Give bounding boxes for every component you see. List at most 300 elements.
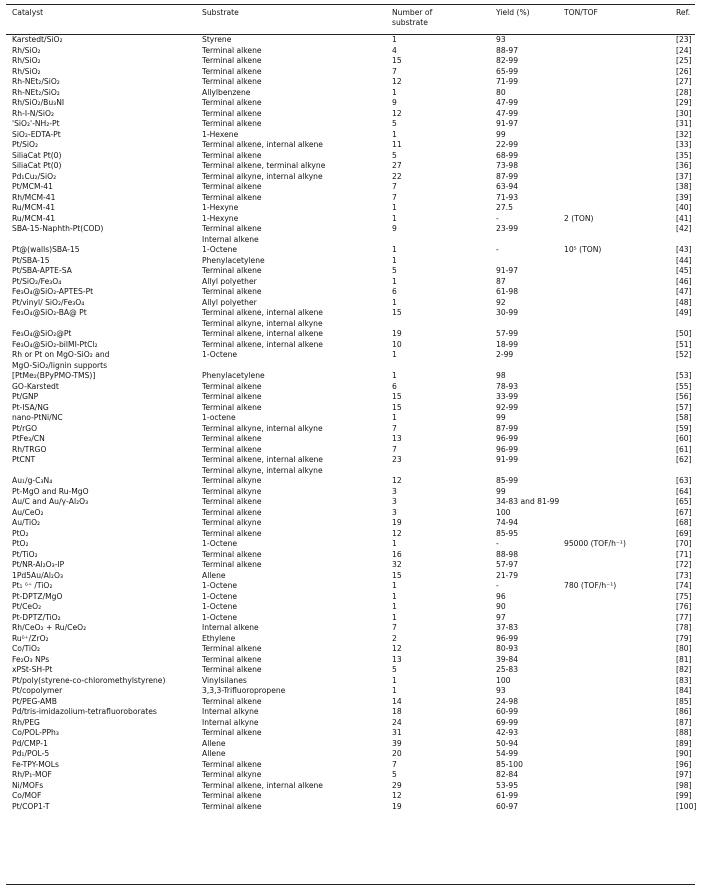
- yield-cell: 74-94: [496, 518, 519, 527]
- catalyst-cell: Pt/poly(styrene-co-chloromethylstyrene): [12, 675, 166, 685]
- ref-cell: [53]: [676, 371, 692, 380]
- catalyst-cell: Rh/MCM-41: [12, 192, 56, 202]
- substrate-count-cell: 12: [392, 791, 402, 800]
- ref-cell: [35]: [676, 150, 692, 160]
- table-row: [0, 791, 701, 802]
- catalyst-cell: Fe₃O₄@SiO₂@Pt: [12, 329, 72, 338]
- ref-cell: [37]: [676, 171, 692, 181]
- substrate-cell: Allyl polyether: [202, 297, 257, 307]
- substrate-count-cell: 7: [392, 623, 397, 632]
- substrate-cell: Terminal alkene, internal alkene: [202, 140, 323, 149]
- catalyst-cell: Rh/SiO₂: [12, 56, 41, 65]
- ref-cell: [84]: [676, 686, 692, 695]
- catalyst-cell: Ni/MOFs: [12, 780, 44, 790]
- substrate-cell: Terminal alkene: [202, 497, 262, 506]
- substrate-cell: Terminal alkene, terminal alkyne: [202, 161, 326, 170]
- substrate-cell: Terminal alkene: [202, 654, 262, 664]
- substrate-count-cell: 18: [392, 707, 402, 716]
- substrate-count-cell: 9: [392, 224, 397, 233]
- yield-cell: 68-99: [496, 150, 519, 160]
- substrate-cell: Terminal alkene: [202, 77, 262, 86]
- substrate-count-cell: 19: [392, 329, 402, 338]
- yield-cell: 50-94: [496, 738, 519, 748]
- catalyst-cell: Rh/CeO₂ + Ru/CeO₂: [12, 623, 87, 632]
- ref-cell: [75]: [676, 591, 692, 601]
- substrate-cell: Terminal alkene: [202, 444, 262, 454]
- substrate-count-cell: 13: [392, 654, 402, 664]
- ref-cell: [44]: [676, 255, 692, 265]
- catalyst-cell: Pt-DPTZ/MgO: [12, 591, 63, 601]
- substrate-cell: Allene: [202, 570, 226, 580]
- substrate-cell: Internal alkene: [202, 623, 259, 632]
- ref-cell: [62]: [676, 455, 692, 464]
- substrate-count-cell: 1: [392, 686, 397, 695]
- catalyst-cell: Pt-ISA/NG: [12, 402, 49, 412]
- table-row: [0, 718, 701, 729]
- yield-cell: 60-97: [496, 801, 519, 811]
- substrate-cell: Terminal alkyne, internal alkyne: [202, 171, 323, 181]
- table-row: [0, 728, 701, 739]
- substrate-cell: Styrene: [202, 35, 232, 44]
- substrate-count-cell: 7: [392, 423, 397, 433]
- catalyst-cell: Au/TiO₂: [12, 518, 41, 527]
- table-row: [0, 466, 701, 477]
- substrate-count-cell: 15: [392, 392, 402, 401]
- ref-cell: [49]: [676, 308, 692, 317]
- table-row: [0, 340, 701, 351]
- table-row: [0, 697, 701, 708]
- substrate-count-cell: 4: [392, 45, 397, 55]
- table-row: [0, 623, 701, 634]
- yield-cell: 53-95: [496, 780, 519, 790]
- yield-cell: 93: [496, 686, 506, 695]
- ref-cell: [39]: [676, 192, 692, 202]
- table-row: [0, 161, 701, 172]
- yield-cell: 85-95: [496, 528, 519, 538]
- table-row: [0, 613, 701, 624]
- ref-cell: [72]: [676, 560, 692, 569]
- ref-cell: [87]: [676, 717, 692, 727]
- catalyst-cell: Karstedt/SiO₂: [12, 35, 63, 44]
- yield-cell: 87-99: [496, 171, 519, 181]
- catalyst-cell: Co/TiO₂: [12, 644, 41, 653]
- catalyst-cell: Pt/SBA-APTE-SA: [12, 266, 72, 275]
- substrate-count-cell: 15: [392, 308, 402, 317]
- ref-cell: [55]: [676, 381, 692, 391]
- substrate-count-cell: 5: [392, 665, 397, 674]
- table-row: [0, 665, 701, 676]
- ref-cell: [25]: [676, 56, 692, 65]
- catalyst-cell: Pd₁Cu₂/SiO₂: [12, 171, 57, 181]
- yield-cell: 92: [496, 297, 506, 307]
- substrate-cell: 1-Hexyne: [202, 213, 239, 223]
- yield-cell: 33-99: [496, 392, 519, 401]
- catalyst-cell: PtO₂: [12, 528, 29, 538]
- catalyst-cell: Rh-I-N/SiO₂: [12, 108, 54, 118]
- ref-cell: [65]: [676, 497, 692, 506]
- substrate-count-cell: 22: [392, 171, 402, 181]
- yield-cell: 87: [496, 276, 506, 286]
- yield-cell: 100: [496, 675, 511, 685]
- ref-cell: [67]: [676, 507, 692, 517]
- substrate-count-cell: 1: [392, 245, 397, 254]
- table-row: [0, 266, 701, 277]
- substrate-cell: Terminal alkene: [202, 56, 262, 65]
- ref-cell: [59]: [676, 423, 692, 433]
- ref-cell: [96]: [676, 759, 692, 769]
- yield-cell: 96-99: [496, 434, 519, 443]
- table-row: [0, 119, 701, 130]
- catalyst-cell: Rh/SiO₂: [12, 45, 41, 55]
- yield-cell: 73-98: [496, 161, 519, 170]
- yield-cell: 47-99: [496, 108, 519, 118]
- catalyst-cell: Rh/PEG: [12, 717, 40, 727]
- substrate-count-cell: 7: [392, 66, 397, 76]
- table-row: [0, 602, 701, 613]
- table-row: [0, 560, 701, 571]
- table-row: [0, 77, 701, 88]
- substrate-count-cell: 1: [392, 591, 397, 601]
- substrate-cell: Terminal alkene: [202, 434, 262, 443]
- yield-cell: 23-99: [496, 224, 519, 233]
- substrate-count-cell: 1: [392, 297, 397, 307]
- yield-cell: -: [496, 213, 499, 223]
- table-row: [0, 151, 701, 162]
- substrate-cell: Allylbenzene: [202, 87, 251, 97]
- substrate-count-cell: 9: [392, 98, 397, 107]
- catalyst-cell: MgO-SiO₂/lignin supports: [12, 360, 108, 370]
- substrate-count-cell: 1: [392, 87, 397, 97]
- substrate-cell: 1-Octene: [202, 350, 238, 359]
- table-row: [0, 739, 701, 750]
- header-ton-tof: TON/TOF: [564, 8, 598, 17]
- substrate-count-cell: 13: [392, 434, 402, 443]
- substrate-cell: Terminal alkene: [202, 801, 262, 811]
- yield-cell: 69-99: [496, 717, 519, 727]
- catalyst-cell: Rh/SiO₂: [12, 66, 41, 76]
- ref-cell: [97]: [676, 770, 692, 779]
- table-top-rule: [6, 4, 695, 5]
- ref-cell: [51]: [676, 339, 692, 349]
- substrate-count-cell: 3: [392, 507, 397, 517]
- substrate-count-cell: 12: [392, 108, 402, 118]
- catalyst-cell: Pt/SBA-15: [12, 255, 50, 265]
- substrate-cell: Terminal alkene: [202, 549, 262, 559]
- substrate-cell: Terminal alkene: [202, 759, 262, 769]
- substrate-count-cell: 7: [392, 182, 397, 191]
- yield-cell: 99: [496, 129, 506, 139]
- ref-cell: [29]: [676, 98, 692, 107]
- substrate-count-cell: 1: [392, 129, 397, 139]
- table-row: [0, 571, 701, 582]
- table-row: [0, 497, 701, 508]
- substrate-count-cell: 5: [392, 266, 397, 275]
- substrate-count-cell: 12: [392, 644, 402, 653]
- substrate-count-cell: 7: [392, 759, 397, 769]
- table-row: [0, 749, 701, 760]
- ref-cell: [43]: [676, 245, 692, 254]
- yield-cell: 88-97: [496, 45, 519, 55]
- substrate-cell: Terminal alkyne: [202, 770, 262, 779]
- ref-cell: [23]: [676, 35, 692, 44]
- substrate-cell: 1-Octene: [202, 612, 238, 622]
- substrate-count-cell: 1: [392, 675, 397, 685]
- catalyst-cell: Pt/SiO₂: [12, 140, 39, 149]
- yield-cell: 2-99: [496, 350, 514, 359]
- catalyst-cell: Ru/MCM-41: [12, 213, 56, 223]
- catalyst-cell: 'SiO₂'-NH₂-Pt: [12, 119, 60, 128]
- ref-cell: [60]: [676, 434, 692, 443]
- yield-cell: 25-83: [496, 665, 519, 674]
- yield-cell: 87-99: [496, 423, 519, 433]
- yield-cell: 82-99: [496, 56, 519, 65]
- table-row: [0, 455, 701, 466]
- ref-cell: [70]: [676, 539, 692, 548]
- yield-cell: 78-93: [496, 381, 519, 391]
- substrate-cell: Terminal alkene: [202, 665, 262, 674]
- catalyst-cell: Pd/tris-imidazolium-tetrafluoroborates: [12, 707, 157, 716]
- substrate-cell: Terminal alkyne, internal alkyne: [202, 465, 323, 475]
- catalyst-cell: Rh/TRGO: [12, 444, 47, 454]
- catalyst-cell: Pt/SiO₂/Fe₃O₄: [12, 276, 62, 286]
- table-row: [0, 413, 701, 424]
- substrate-cell: Terminal alkene, internal alkene: [202, 455, 323, 464]
- table-row: [0, 403, 701, 414]
- yield-cell: 61-98: [496, 287, 519, 296]
- table-row: [0, 371, 701, 382]
- ref-cell: [58]: [676, 413, 692, 422]
- substrate-cell: Phenylacetylene: [202, 371, 265, 380]
- table-row: [0, 581, 701, 592]
- substrate-count-cell: 6: [392, 381, 397, 391]
- catalyst-cell: Au/C and Au/γ-Al₂O₃: [12, 497, 89, 506]
- substrate-cell: Terminal alkene: [202, 224, 262, 233]
- ref-cell: [47]: [676, 287, 692, 296]
- yield-cell: 27.5: [496, 203, 513, 212]
- substrate-cell: Terminal alkene: [202, 791, 262, 800]
- table-row: [0, 298, 701, 309]
- catalyst-cell: GO-Karstedt: [12, 381, 59, 391]
- catalyst-cell: Pt/copolymer: [12, 686, 63, 695]
- ref-cell: [41]: [676, 213, 692, 223]
- ref-cell: [77]: [676, 612, 692, 622]
- yield-cell: -: [496, 245, 499, 254]
- substrate-count-cell: 31: [392, 728, 402, 737]
- header-yield: Yield (%): [496, 8, 530, 17]
- catalyst-cell: Pt/PEG-AMB: [12, 696, 57, 706]
- table-row: [0, 46, 701, 57]
- yield-cell: 57-99: [496, 329, 519, 338]
- catalyst-cell: Fe₃O₄@SiO₂-bilMI-PtCl₂: [12, 339, 98, 349]
- substrate-cell: Terminal alkene: [202, 728, 262, 737]
- yield-cell: 100: [496, 507, 511, 517]
- substrate-cell: Terminal alkene, internal alkene: [202, 780, 323, 790]
- substrate-count-cell: 1: [392, 602, 397, 611]
- yield-cell: 99: [496, 486, 506, 496]
- table-row: [0, 172, 701, 183]
- substrate-count-cell: 1: [392, 371, 397, 380]
- yield-cell: 80: [496, 87, 506, 97]
- substrate-cell: Terminal alkyne, internal alkyne: [202, 423, 323, 433]
- catalyst-cell: PtCNT: [12, 455, 36, 464]
- substrate-count-cell: 7: [392, 444, 397, 454]
- substrate-count-cell: 14: [392, 696, 402, 706]
- ref-cell: [90]: [676, 749, 692, 758]
- table-row: [0, 224, 701, 235]
- header-catalyst: Catalyst: [12, 8, 44, 17]
- yield-cell: 18-99: [496, 339, 519, 349]
- table-row: [0, 67, 701, 78]
- catalyst-cell: Rh or Pt on MgO-SiO₂ and: [12, 350, 110, 359]
- substrate-count-cell: 5: [392, 150, 397, 160]
- catalyst-cell: Rh-NEt₂/SiO₂: [12, 87, 60, 97]
- yield-cell: 90: [496, 602, 506, 611]
- table-row: [0, 686, 701, 697]
- ton-tof-cell: 780 (TOF/h⁻¹): [564, 581, 617, 590]
- ref-cell: [33]: [676, 140, 692, 149]
- ton-tof-cell: 95000 (TOF/h⁻¹): [564, 539, 626, 548]
- table-row: [0, 235, 701, 246]
- substrate-count-cell: 1: [392, 213, 397, 223]
- table-row: [0, 707, 701, 718]
- catalyst-cell: Pt/vinyl/ SiO₂/Fe₃O₄: [12, 297, 85, 307]
- yield-cell: 92-99: [496, 402, 519, 412]
- catalyst-cell: Pd₁/POL-5: [12, 749, 50, 758]
- catalyst-cell: Pt/CeO₂: [12, 602, 42, 611]
- ref-cell: [79]: [676, 633, 692, 643]
- catalyst-cell: Au₁/g-C₃N₄: [12, 476, 53, 485]
- table-row: [0, 319, 701, 330]
- substrate-count-cell: 1: [392, 203, 397, 212]
- ref-cell: [24]: [676, 45, 692, 55]
- catalyst-cell: Pt₁ ᵟ⁺ /TiO₂: [12, 581, 53, 590]
- ref-cell: [46]: [676, 276, 692, 286]
- table-row: [0, 245, 701, 256]
- yield-cell: 71-93: [496, 192, 519, 202]
- table-row: [0, 35, 701, 46]
- substrate-cell: Terminal alkene, internal alkene: [202, 329, 323, 338]
- yield-cell: 85-99: [496, 476, 519, 485]
- substrate-cell: Allene: [202, 738, 226, 748]
- yield-cell: 93: [496, 35, 506, 44]
- catalyst-cell: Fe₂O₃ NPs: [12, 654, 50, 664]
- catalyst-cell: PtO₂: [12, 539, 29, 548]
- yield-cell: 61-99: [496, 791, 519, 800]
- ref-cell: [89]: [676, 738, 692, 748]
- catalyst-cell: SiliaCat Pt(0): [12, 161, 62, 170]
- ref-cell: [69]: [676, 528, 692, 538]
- ref-cell: [71]: [676, 549, 692, 559]
- table-row: [0, 760, 701, 771]
- ref-cell: [31]: [676, 119, 692, 128]
- yield-cell: 39-84: [496, 654, 519, 664]
- substrate-count-cell: 1: [392, 35, 397, 44]
- substrate-cell: Internal alkyne: [202, 707, 259, 716]
- substrate-cell: Terminal alkene, internal alkene: [202, 308, 323, 317]
- substrate-cell: Allene: [202, 749, 226, 758]
- catalyst-cell: Fe₃O₄@SiO₂-APTES-Pt: [12, 287, 94, 296]
- substrate-count-cell: 6: [392, 287, 397, 296]
- table-row: [0, 214, 701, 225]
- yield-cell: 57-97: [496, 560, 519, 569]
- substrate-count-cell: 23: [392, 455, 402, 464]
- ref-cell: [38]: [676, 182, 692, 191]
- ref-cell: [78]: [676, 623, 692, 632]
- ref-cell: [52]: [676, 350, 692, 359]
- catalyst-cell: Pt-MgO and Ru-MgO: [12, 486, 89, 496]
- yield-cell: 71-99: [496, 77, 519, 86]
- catalyst-cell: [PtMe₂(BPyPMO-TMS)]: [12, 371, 96, 380]
- ref-cell: [74]: [676, 581, 692, 590]
- catalyst-cell: xPSt-SH-Pt: [12, 665, 53, 674]
- table-row: [0, 634, 701, 645]
- table-row: [0, 550, 701, 561]
- yield-cell: 99: [496, 413, 506, 422]
- table-row: [0, 781, 701, 792]
- ref-cell: [30]: [676, 108, 692, 118]
- substrate-count-cell: 2: [392, 633, 397, 643]
- substrate-cell: Terminal alkene: [202, 182, 262, 191]
- substrate-count-cell: 15: [392, 56, 402, 65]
- ref-cell: [27]: [676, 77, 692, 86]
- substrate-count-cell: 3: [392, 497, 397, 506]
- table-bottom-rule: [6, 884, 695, 885]
- table-row: [0, 277, 701, 288]
- catalyst-cell: Co/MOF: [12, 791, 42, 800]
- table-row: [0, 140, 701, 151]
- table-row: [0, 644, 701, 655]
- yield-cell: 65-99: [496, 66, 519, 76]
- substrate-count-cell: 1: [392, 276, 397, 286]
- substrate-count-cell: 11: [392, 140, 402, 149]
- yield-cell: 96-99: [496, 444, 519, 454]
- yield-cell: -: [496, 581, 499, 590]
- yield-cell: 63-94: [496, 182, 519, 191]
- ref-cell: [57]: [676, 402, 692, 412]
- yield-cell: 47-99: [496, 98, 519, 107]
- table-row: [0, 329, 701, 340]
- substrate-cell: Terminal alkene: [202, 507, 262, 517]
- substrate-cell: Terminal alkene: [202, 287, 262, 296]
- yield-cell: 42-93: [496, 728, 519, 737]
- ref-cell: [99]: [676, 791, 692, 800]
- yield-cell: -: [496, 539, 499, 548]
- ref-cell: [48]: [676, 297, 692, 307]
- substrate-cell: Terminal alkyne, internal alkyne: [202, 318, 323, 328]
- substrate-cell: Terminal alkene: [202, 45, 262, 55]
- header-ref: Ref.: [676, 8, 691, 17]
- table-row: [0, 655, 701, 666]
- catalyst-cell: Pd/CMP-1: [12, 738, 48, 748]
- ref-cell: [45]: [676, 266, 692, 275]
- substrate-cell: Terminal alkene: [202, 560, 262, 569]
- table-body: [0, 35, 701, 812]
- ref-cell: [26]: [676, 66, 692, 76]
- substrate-cell: Vinylsilanes: [202, 675, 247, 685]
- substrate-cell: Terminal alkene: [202, 98, 262, 107]
- substrate-cell: 3,3,3-Trifluoropropene: [202, 686, 286, 695]
- substrate-count-cell: 16: [392, 549, 402, 559]
- ref-cell: [32]: [676, 129, 692, 139]
- substrate-cell: Terminal alkene: [202, 108, 262, 118]
- substrate-cell: Terminal alkene: [202, 696, 262, 706]
- table-row: [0, 308, 701, 319]
- substrate-cell: Phenylacetylene: [202, 255, 265, 265]
- substrate-count-cell: 1: [392, 350, 397, 359]
- table-row: [0, 770, 701, 781]
- catalyst-cell: SiO₂-EDTA-Pt: [12, 129, 61, 139]
- substrate-count-cell: 10: [392, 339, 402, 349]
